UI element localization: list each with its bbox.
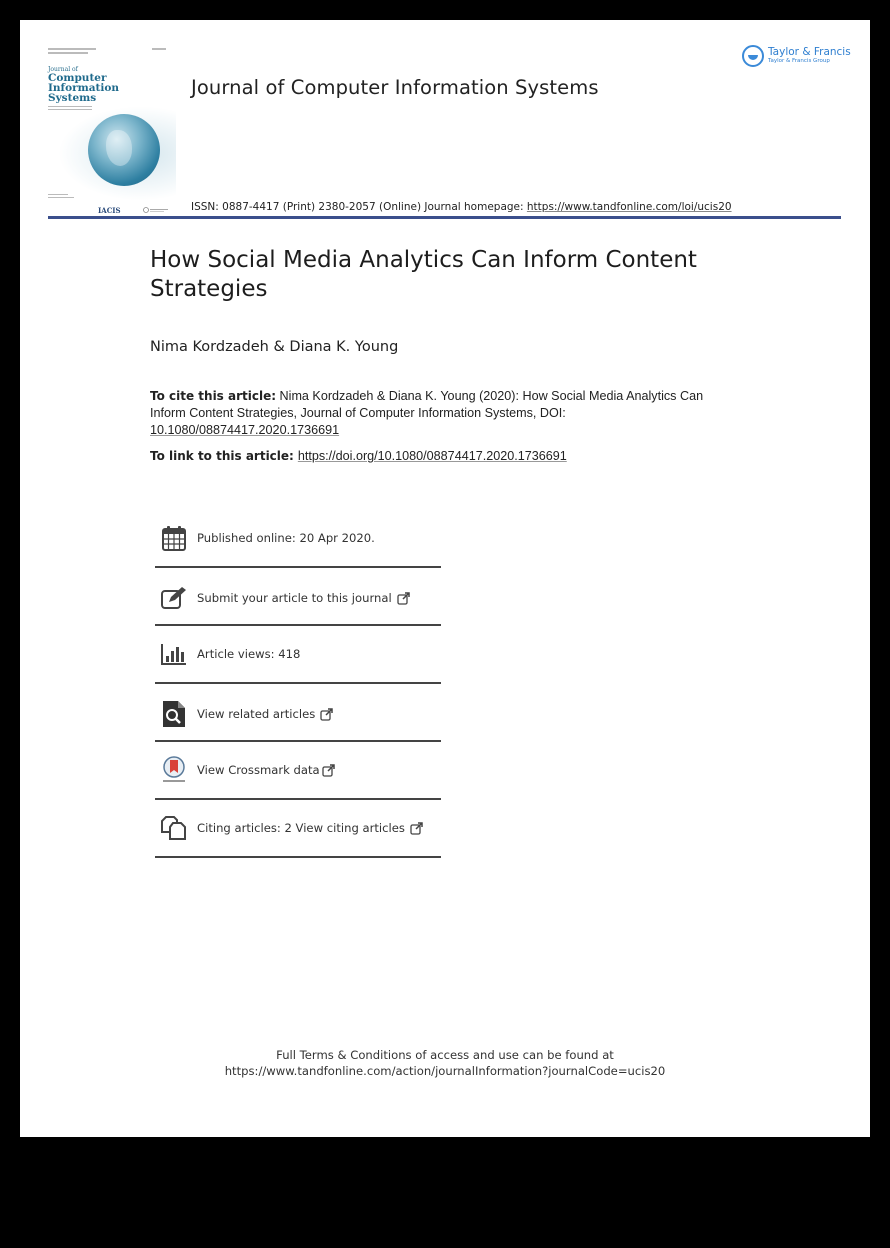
issn-text: ISSN: 0887-4417 (Print) 2380-2057 (Online) Journal homepage:: [191, 201, 527, 213]
cover-volume-text: [48, 194, 68, 195]
taylor-francis-logo: [742, 45, 851, 67]
terms-url[interactable]: https://www.tandfonline.com/action/journalInformation?journalCode=ucis20: [224, 1064, 666, 1078]
journal-title: Journal of Computer Information Systems: [191, 76, 599, 99]
cover-title-line: Computer: [48, 72, 107, 84]
taylor-francis-text: [768, 47, 851, 65]
cover-volume-text: [48, 197, 74, 198]
article-authors: Nima Kordzadeh & Diana K. Young: [150, 339, 399, 355]
related-articles-link[interactable]: View related articles: [197, 707, 316, 721]
cite-doi-link[interactable]: 10.1080/08874417.2020.1736691: [150, 423, 340, 437]
meta-item-submit-article[interactable]: [155, 568, 441, 626]
meta-item-related-articles[interactable]: [155, 684, 441, 742]
cover-title-line: Information: [48, 82, 119, 94]
submit-article-link[interactable]: Submit your article to this journal: [197, 591, 392, 605]
search-document-icon: [161, 701, 187, 727]
journal-homepage-link[interactable]: https://www.tandfonline.com/loi/ucis20: [526, 201, 732, 213]
citing-articles-link[interactable]: Citing articles: 2 View citing articles: [197, 821, 405, 835]
external-link-icon: [322, 764, 335, 777]
crossmark-icon: [161, 757, 187, 783]
article-views-label: Article views: 418: [197, 647, 301, 661]
publisher-name: Taylor & Francis: [768, 46, 851, 58]
link-label: To link to this article:: [150, 449, 294, 463]
header-divider: [48, 216, 841, 219]
meta-item-citing-articles[interactable]: [155, 800, 441, 858]
bar-chart-icon: [161, 641, 187, 667]
article-title: How Social Media Analytics Can Inform Content Strategies: [150, 247, 697, 302]
meta-item-crossmark[interactable]: [155, 742, 441, 800]
external-link-icon: [410, 822, 423, 835]
citing-articles-icon: [161, 815, 187, 841]
meta-item-published: [155, 510, 441, 568]
cover-issn-text: [152, 48, 166, 50]
published-date-label: Published online: 20 Apr 2020.: [197, 531, 375, 545]
publisher-subtitle: Taylor & Francis Group: [768, 58, 830, 64]
cover-tf-logo: [143, 207, 169, 213]
crossmark-link[interactable]: View Crossmark data: [197, 763, 320, 777]
globe-image: [88, 114, 160, 186]
issn-line: [191, 201, 732, 213]
external-link-icon: [397, 592, 410, 605]
article-doi-link[interactable]: https://doi.org/10.1080/08874417.2020.1736691: [297, 449, 567, 463]
terms-footer: [20, 1047, 870, 1079]
meta-item-article-views: [155, 626, 441, 684]
article-meta-list: [155, 510, 441, 858]
taylor-francis-emblem-icon: [742, 45, 764, 67]
cite-label: To cite this article:: [150, 389, 277, 403]
cite-text: Nima Kordzadeh & Diana K. Young (2020): How Social Media Analytics Can Inform Content Strategies, Journal of Computer Information Systems, DOI:: [150, 389, 704, 420]
article-link-line: [150, 448, 567, 463]
cover-journal-of: Journal of: [48, 66, 78, 73]
cover-title: [48, 73, 119, 103]
external-link-icon: [320, 708, 333, 721]
citation-block: [150, 388, 710, 439]
iacis-logo: IACIS: [98, 206, 121, 215]
cover-header-text: [48, 48, 96, 50]
cover-title-line: Systems: [48, 92, 97, 104]
pdf-page: [20, 20, 870, 1137]
edit-icon: [161, 585, 187, 611]
cover-header-text: [48, 52, 88, 54]
calendar-icon: [161, 525, 187, 551]
journal-cover-thumbnail: [48, 46, 176, 216]
terms-text: Full Terms & Conditions of access and use can be found at: [276, 1048, 614, 1062]
